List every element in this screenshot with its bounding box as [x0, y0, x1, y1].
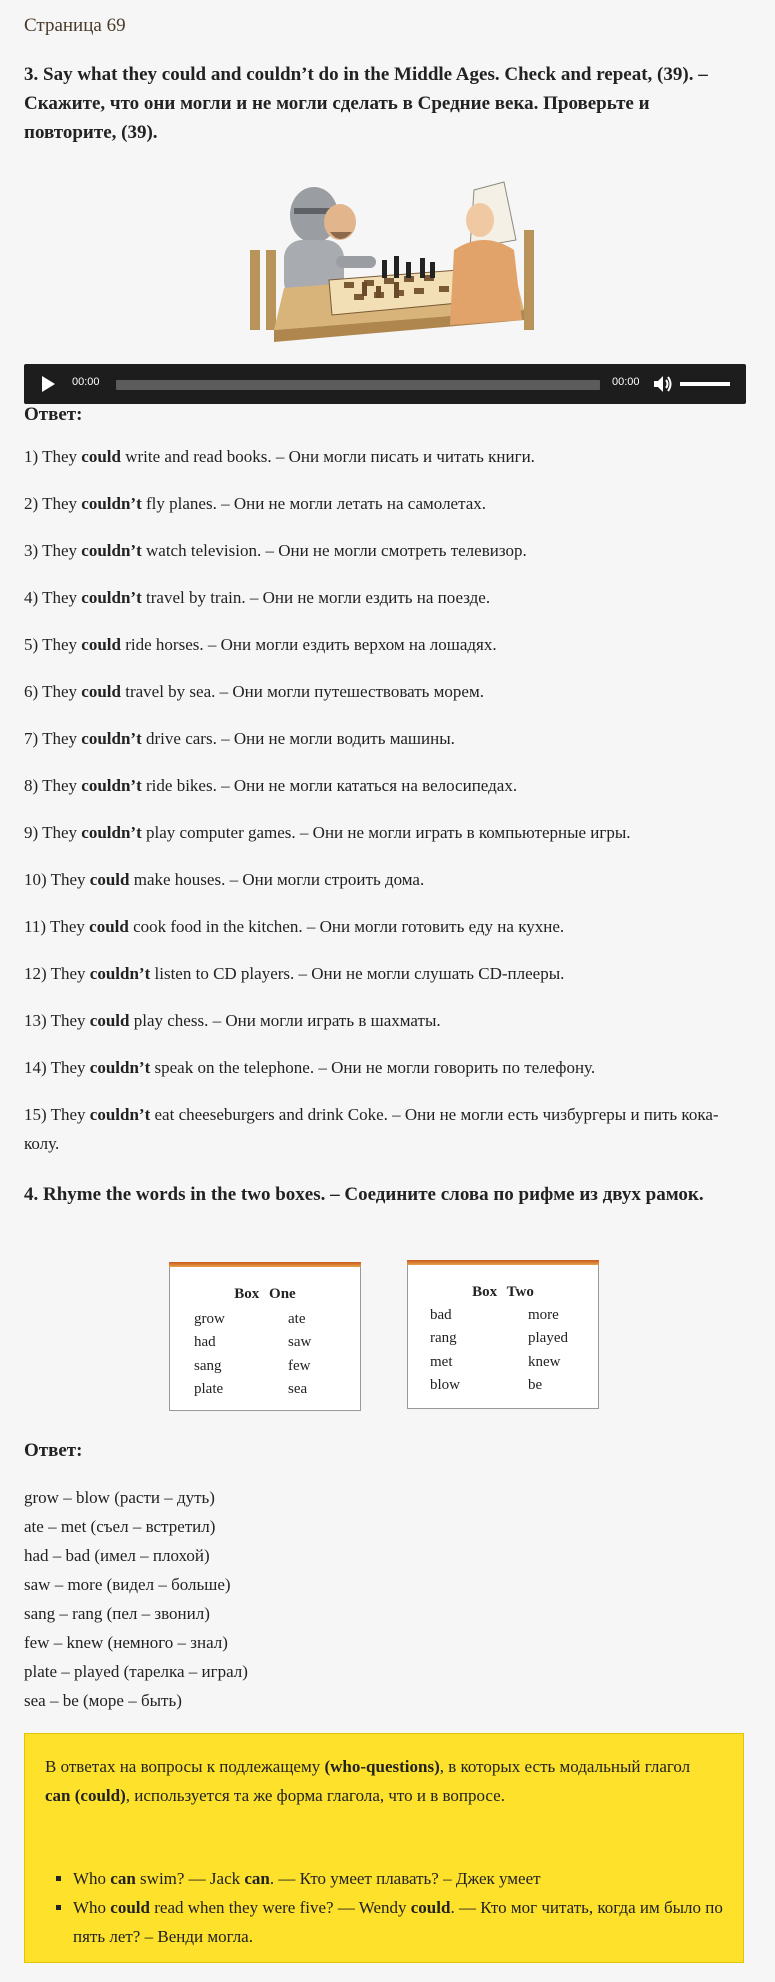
- answer-text: ride bikes. – Они не могли кататься на велосипедах.: [141, 776, 518, 795]
- answer-text: 3) They: [24, 541, 82, 560]
- rhyme-pair: sang – rang (пел – звонил): [24, 1604, 210, 1623]
- task-3-heading: 3. Say what they could and couldn’t do in the Middle Ages. Check and repeat, (39). – Скажите, что они могли и не могли сделать в Средние века. Проверьте и повторите, (39).: [24, 64, 708, 143]
- answer-item: [24, 959, 746, 988]
- box-one: [169, 1262, 361, 1411]
- answer-text: make houses. – Они могли строить дома.: [129, 870, 425, 889]
- volume-slider[interactable]: [680, 382, 730, 386]
- answer-text: 6) They: [24, 682, 82, 701]
- modal-verb: couldn’t: [81, 494, 142, 513]
- answer-list: [24, 442, 746, 1176]
- answer-text: eat cheeseburgers and drink Coke. – Они не могли есть чизбургеры и пить кока-колу.: [24, 1105, 719, 1153]
- box-word: played: [528, 1330, 568, 1346]
- answer-text: watch television. – Они не могли смотреть телевизор.: [141, 541, 527, 560]
- note-example: ▪ Who could read when they were five? — Wendy could. — Кто мог читать, когда им было по пять лет? – Венди могла.: [73, 1893, 733, 1951]
- rhyme-pair: plate – played (тарелка – играл): [24, 1662, 248, 1681]
- answer-text: write and read books. – Они могли писать и читать книги.: [120, 447, 535, 466]
- box-word: be: [528, 1377, 543, 1393]
- box-word: sea: [288, 1381, 308, 1397]
- answer-item: [24, 630, 746, 659]
- modal-verb: could: [81, 682, 121, 701]
- play-icon[interactable]: [42, 376, 55, 392]
- modal-verb: couldn’t: [81, 776, 142, 795]
- answer-text: 13) They: [24, 1011, 90, 1030]
- answer-text: listen to CD players. – Они не могли слушать CD-плееры.: [150, 964, 565, 983]
- answer-text: 8) They: [24, 776, 82, 795]
- modal-verb: couldn’t: [89, 1058, 151, 1077]
- box-word: bad: [430, 1307, 452, 1323]
- rhyme-pair: saw – more (видел – больше): [24, 1575, 231, 1594]
- modal-verb: could: [81, 447, 121, 466]
- answer-item: [24, 912, 746, 941]
- rhyme-pair: few – knew (немного – знал): [24, 1633, 228, 1652]
- answer-text: ride horses. – Они могли ездить верхом на лошадях.: [120, 635, 497, 654]
- duration: 00:00: [612, 376, 640, 388]
- modal-verb: couldn’t: [89, 964, 151, 983]
- answer-text: 10) They: [24, 870, 90, 889]
- answer-item: [24, 583, 746, 612]
- modal-verb: could: [89, 917, 129, 936]
- answer-text: 4) They: [24, 588, 82, 607]
- answer-label-2: Ответ:: [24, 1440, 83, 1461]
- task-4-heading: 4. Rhyme the words in the two boxes. – Соедините слова по рифме из двух рамок.: [24, 1184, 704, 1205]
- box-two-title: Box Two: [472, 1284, 534, 1300]
- answer-item: [24, 865, 746, 894]
- answer-label: Ответ:: [24, 404, 83, 425]
- note-fragment: , используется та же форма глагола, что и в вопросе.: [125, 1786, 505, 1805]
- page-number: Страница 69: [24, 15, 126, 36]
- modal-verb: couldn’t: [81, 729, 142, 748]
- modal-verb: couldn’t: [81, 541, 142, 560]
- rhyme-pairs-list: [24, 1483, 248, 1715]
- rhyme-pair: grow – blow (расти – дуть): [24, 1488, 215, 1507]
- seek-bar[interactable]: [116, 380, 600, 390]
- answer-item: [24, 724, 746, 753]
- answer-text: 14) They: [24, 1058, 90, 1077]
- answer-text: fly planes. – Они не могли летать на самолетах.: [141, 494, 487, 513]
- note-fragment: В ответах на вопросы к подлежащему: [45, 1757, 325, 1776]
- answer-item: [24, 1006, 746, 1035]
- answer-item: [24, 771, 746, 800]
- box-word: plate: [194, 1381, 224, 1397]
- note-example: ▪ Who can swim? — Jack can. — Кто умеет плавать? – Джек умеет: [73, 1864, 733, 1893]
- rhyme-pair: had – bad (имел – плохой): [24, 1546, 210, 1565]
- answer-text: 1) They: [24, 447, 82, 466]
- box-word: sang: [194, 1358, 222, 1374]
- answer-item: [24, 1100, 746, 1158]
- note-bold: can (could): [45, 1786, 126, 1805]
- box-word: had: [194, 1334, 216, 1350]
- modal-verb: couldn’t: [89, 1105, 151, 1124]
- box-word: met: [430, 1354, 453, 1370]
- box-one-title: Box One: [234, 1286, 296, 1302]
- modal-verb: couldn’t: [81, 823, 142, 842]
- grammar-note: [24, 1733, 744, 1963]
- answer-text: 12) They: [24, 964, 90, 983]
- box-word: knew: [528, 1354, 561, 1370]
- box-word: few: [288, 1358, 311, 1374]
- box-word: grow: [194, 1311, 225, 1327]
- answer-item: [24, 818, 746, 847]
- modal-verb: couldn’t: [81, 588, 142, 607]
- box-word: ate: [288, 1311, 306, 1327]
- answer-text: drive cars. – Они не могли водить машины.: [141, 729, 455, 748]
- answer-text: 7) They: [24, 729, 82, 748]
- answer-text: play chess. – Они могли играть в шахматы.: [129, 1011, 441, 1030]
- rhyme-pair: sea – be (море – быть): [24, 1691, 182, 1710]
- answer-item: [24, 1053, 746, 1082]
- note-examples: [63, 1864, 733, 1951]
- answer-text: 9) They: [24, 823, 82, 842]
- box-word: more: [528, 1307, 559, 1323]
- knight-chess-illustration: [244, 170, 544, 345]
- answer-item: [24, 442, 746, 471]
- note-text: [45, 1752, 715, 1810]
- note-fragment: , в которых есть модальный глагол: [439, 1757, 691, 1776]
- audio-player: [24, 364, 746, 404]
- modal-verb: could: [89, 870, 130, 889]
- box-word: saw: [288, 1334, 312, 1350]
- note-bold: (who-questions): [324, 1757, 440, 1776]
- answer-text: speak on the telephone. – Они не могли говорить по телефону.: [150, 1058, 596, 1077]
- modal-verb: could: [81, 635, 121, 654]
- answer-text: cook food in the kitchen. – Они могли готовить еду на кухне.: [128, 917, 565, 936]
- answer-item: [24, 536, 746, 565]
- box-word: rang: [430, 1330, 457, 1346]
- volume-icon[interactable]: [652, 374, 674, 394]
- answer-text: 11) They: [24, 917, 90, 936]
- answer-text: travel by train. – Они не могли ездить на поезде.: [141, 588, 491, 607]
- modal-verb: could: [89, 1011, 130, 1030]
- answer-text: 2) They: [24, 494, 82, 513]
- answer-text: 5) They: [24, 635, 82, 654]
- answer-text: travel by sea. – Они могли путешествовать морем.: [120, 682, 484, 701]
- answer-item: [24, 489, 746, 518]
- answer-item: [24, 677, 746, 706]
- rhyme-pair: ate – met (съел – встретил): [24, 1517, 216, 1536]
- current-time: 00:00: [72, 376, 100, 388]
- box-word: blow: [430, 1377, 460, 1393]
- box-two: [407, 1260, 599, 1409]
- answer-text: play computer games. – Они не могли играть в компьютерные игры.: [141, 823, 631, 842]
- answer-text: 15) They: [24, 1105, 90, 1124]
